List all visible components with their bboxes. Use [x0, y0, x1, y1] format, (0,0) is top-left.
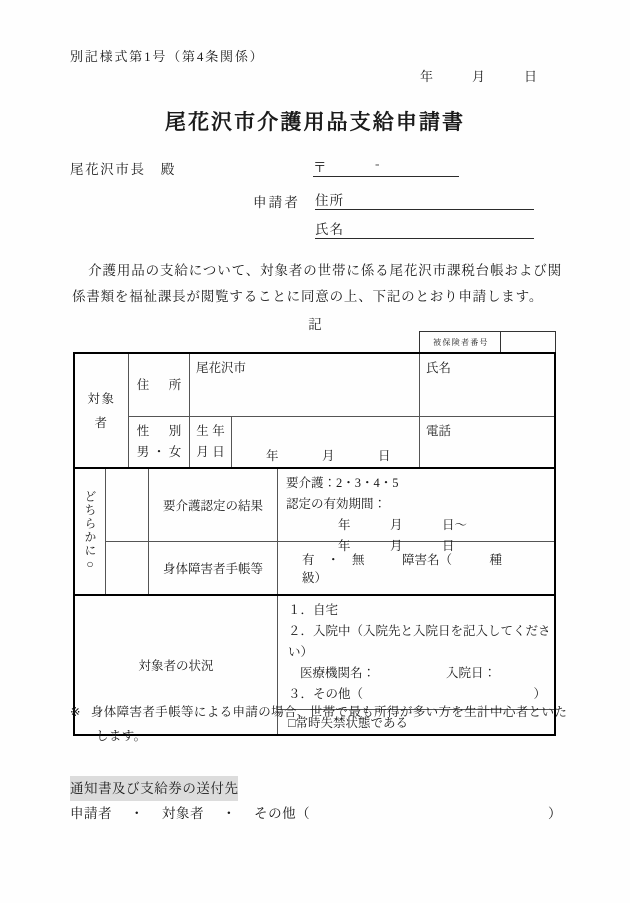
status-option-home[interactable]: １．自宅 — [288, 603, 339, 617]
postal-dash: - — [375, 156, 380, 171]
footnote-line2: します。 — [96, 729, 147, 743]
footnote-line1 — [70, 700, 570, 724]
application-table — [73, 352, 556, 736]
status-other-close: ） — [533, 687, 546, 701]
subject-label-cell — [75, 354, 128, 467]
subject-gender-cell[interactable] — [129, 417, 189, 467]
birth-day: 日 — [378, 449, 391, 463]
subject-label-line1: 対象 — [87, 391, 116, 406]
birth-label-line2: 月日 — [196, 445, 229, 459]
subject-block — [75, 354, 554, 469]
header-date-day: 日 — [524, 69, 538, 84]
incontinence-checkbox[interactable]: □常時失禁状態である — [288, 716, 409, 730]
header-date-month: 月 — [472, 69, 486, 84]
period-to-month: 月 — [390, 539, 403, 553]
care-period-label: 認定の有効期間： — [286, 497, 387, 511]
consent-text: 介護用品の支給について、対象者の世帯に係る尾花沢市課税台帳および関係書類を福祉課長が閲覧することに同意の上、下記のとおり申請します。 — [72, 263, 562, 304]
postal-code-field[interactable] — [313, 157, 459, 177]
status-label: 対象者の状況 — [138, 659, 214, 673]
period-to-day: 日 — [442, 539, 455, 553]
applicant-address-field[interactable] — [315, 189, 534, 210]
send-to-option-other[interactable]: その他（ — [254, 806, 311, 821]
subject-address-label: 住 所 — [136, 377, 185, 392]
send-to-option-subject[interactable]: 対象者 — [162, 806, 205, 821]
table-row — [106, 542, 554, 594]
status-options — [278, 596, 554, 710]
status-option-hospitalized[interactable]: ２．入院中（入院先と入院日を記入してください） — [288, 624, 551, 659]
applicant-name-field[interactable] — [315, 218, 534, 239]
consent-paragraph — [72, 258, 562, 310]
send-to-options — [70, 801, 562, 826]
subject-label-line2: 者 — [94, 415, 109, 430]
postal-mark-icon: 〒 — [313, 160, 327, 175]
send-to-separator-2: ・ — [222, 806, 237, 821]
admission-date-label[interactable]: 入院日： — [446, 666, 497, 680]
status-hospital-row — [288, 663, 554, 684]
page-title: 尾花沢市介護用品支給申請書 — [164, 110, 466, 134]
footnote-mark-icon: ※ — [70, 705, 81, 719]
table-row — [129, 417, 554, 467]
table-row — [106, 469, 554, 553]
either-circle-cell — [75, 469, 105, 594]
send-to-option-other-close: ） — [547, 806, 562, 821]
form-code-label: 別記様式第1号（第4条関係） — [70, 49, 265, 64]
period-to-year: 年 — [338, 539, 351, 553]
subject-name-label: 氏名 — [426, 361, 452, 375]
addressee-label: 尾花沢市長 殿 — [70, 162, 176, 177]
period-from-year: 年 — [338, 518, 351, 532]
disability-mark-cell[interactable] — [106, 542, 148, 594]
insured-number-box — [419, 331, 556, 353]
care-result-label: 要介護認定の結果 — [148, 469, 277, 541]
insured-number-label: 被保険者番号 — [420, 332, 501, 352]
certification-block — [75, 469, 554, 596]
subject-birth-label — [189, 417, 231, 467]
subject-fields — [128, 354, 554, 467]
header-date-line — [420, 66, 565, 85]
period-from-day: 日〜 — [442, 518, 468, 532]
applicant-address-label: 住所 — [315, 193, 345, 208]
subject-address-value[interactable]: 尾花沢市 — [189, 354, 419, 416]
ki-marker: 記 — [308, 317, 322, 332]
insured-number-input[interactable] — [501, 332, 555, 352]
subject-name-cell[interactable] — [419, 354, 554, 416]
birth-month: 月 — [322, 449, 335, 463]
birth-year: 年 — [266, 449, 279, 463]
gender-options: 男・女 — [136, 445, 185, 459]
status-other-open: ３．その他（ — [288, 687, 364, 701]
phone-label: 電話 — [426, 424, 452, 438]
table-row — [129, 354, 554, 417]
subject-phone-cell[interactable] — [419, 417, 554, 467]
disability-value[interactable]: 有 ・ 無 障害名（ 種 級） — [277, 542, 554, 594]
applicant-name-label: 氏名 — [315, 222, 345, 237]
applicant-label: 申請者 — [253, 195, 300, 210]
send-to-title: 通知書及び支給券の送付先 — [70, 776, 238, 801]
send-to-option-applicant[interactable]: 申請者 — [70, 806, 113, 821]
subject-birth-value[interactable] — [231, 417, 419, 467]
care-result-mark-cell[interactable] — [106, 469, 148, 541]
header-date-year: 年 — [420, 69, 434, 84]
send-to-title-row — [70, 776, 562, 801]
either-circle-label: どちらかに○ — [83, 490, 97, 573]
care-result-value[interactable] — [277, 469, 554, 553]
period-from-month: 月 — [390, 518, 403, 532]
certification-fields — [105, 469, 554, 594]
footnote — [70, 700, 570, 748]
disability-label: 身体障害者手帳等 — [148, 542, 277, 594]
gender-label: 性 別 — [136, 424, 185, 438]
send-to-separator-1: ・ — [130, 806, 145, 821]
care-level-options: 要介護：2・3・4・5 — [286, 476, 399, 490]
hospital-name-label[interactable]: 医療機関名： — [300, 666, 376, 680]
send-to-block — [70, 776, 562, 826]
footnote-text1: 身体障害者手帳等による申請の場合、世帯で最も所得が多い方を生計中心者といた — [90, 705, 568, 719]
birth-label-line1: 生年 — [196, 424, 229, 438]
